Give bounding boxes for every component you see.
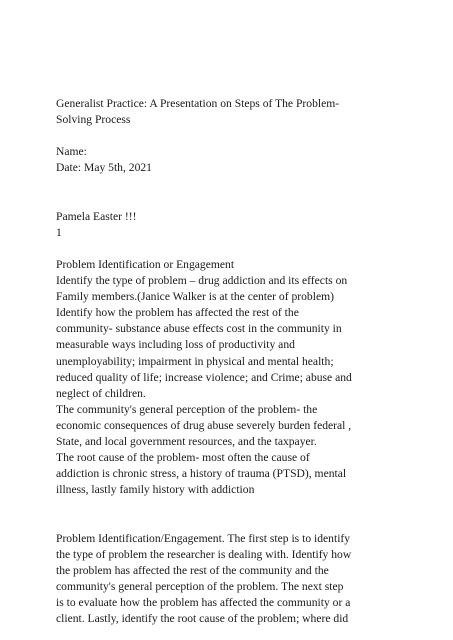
spacer: [56, 176, 406, 208]
date-line: Date: May 5th, 2021: [56, 161, 152, 175]
paragraph-line: Family members.(Janice Walker is at the center of problem): [56, 290, 334, 304]
title-line: Generalist Practice: A Presentation on Steps of The Problem-: [56, 97, 340, 110]
paragraph-line: unemployability; impairment in physical and mental health;: [56, 354, 334, 368]
paragraph-line: neglect of children.: [56, 386, 146, 400]
paragraph-line: Problem Identification/Engagement. The first step is to identify: [56, 531, 351, 545]
paragraph-line: Problem Identification or Engagement: [56, 257, 235, 271]
document-title: [56, 96, 406, 128]
paragraph-line: the type of problem the researcher is dealing with. Identify how: [56, 547, 352, 561]
name-label: Name:: [56, 145, 87, 159]
paragraph-line: Identify how the problem has affected the rest of the: [56, 306, 299, 320]
spacer: [56, 498, 406, 530]
section-problem-identification: [56, 257, 406, 498]
paragraph-line: The root cause of the problem- most often the cause of: [56, 451, 310, 465]
section-engagement-paragraph: [56, 531, 406, 628]
paragraph-line: economic consequences of drug abuse severely burden federal ,: [56, 418, 352, 432]
paragraph-line: addiction is chronic stress, a history of trauma (PTSD), mental: [56, 467, 347, 481]
paragraph-line: State, and local government resources, and the taxpayer.: [56, 434, 317, 448]
document-page: [56, 96, 406, 627]
page-number: 1: [56, 225, 62, 239]
paragraph-line: community- substance abuse effects cost in the community in: [56, 322, 342, 336]
title-line: Solving Process: [56, 113, 131, 127]
paragraph-line: illness, lastly family history with addiction: [56, 483, 255, 497]
paragraph-line: client. Lastly, identify the root cause of the problem; where did: [56, 612, 349, 625]
author-line: Pamela Easter !!!: [56, 209, 137, 223]
spacer: [56, 128, 406, 144]
paragraph-line: reduced quality of life; increase violence; and Crime; abuse and: [56, 370, 352, 384]
paragraph-line: community's general perception of the problem. The next step: [56, 579, 344, 593]
paragraph-line: Identify the type of problem – drug addiction and its effects on: [56, 274, 348, 288]
paragraph-line: is to evaluate how the problem has affected the community or a: [56, 595, 351, 609]
paragraph-line: measurable ways including loss of productivity and: [56, 338, 295, 352]
paragraph-line: the problem has affected the rest of the community and the: [56, 563, 329, 577]
paragraph-line: The community's general perception of the problem- the: [56, 402, 318, 416]
spacer: [56, 241, 406, 257]
